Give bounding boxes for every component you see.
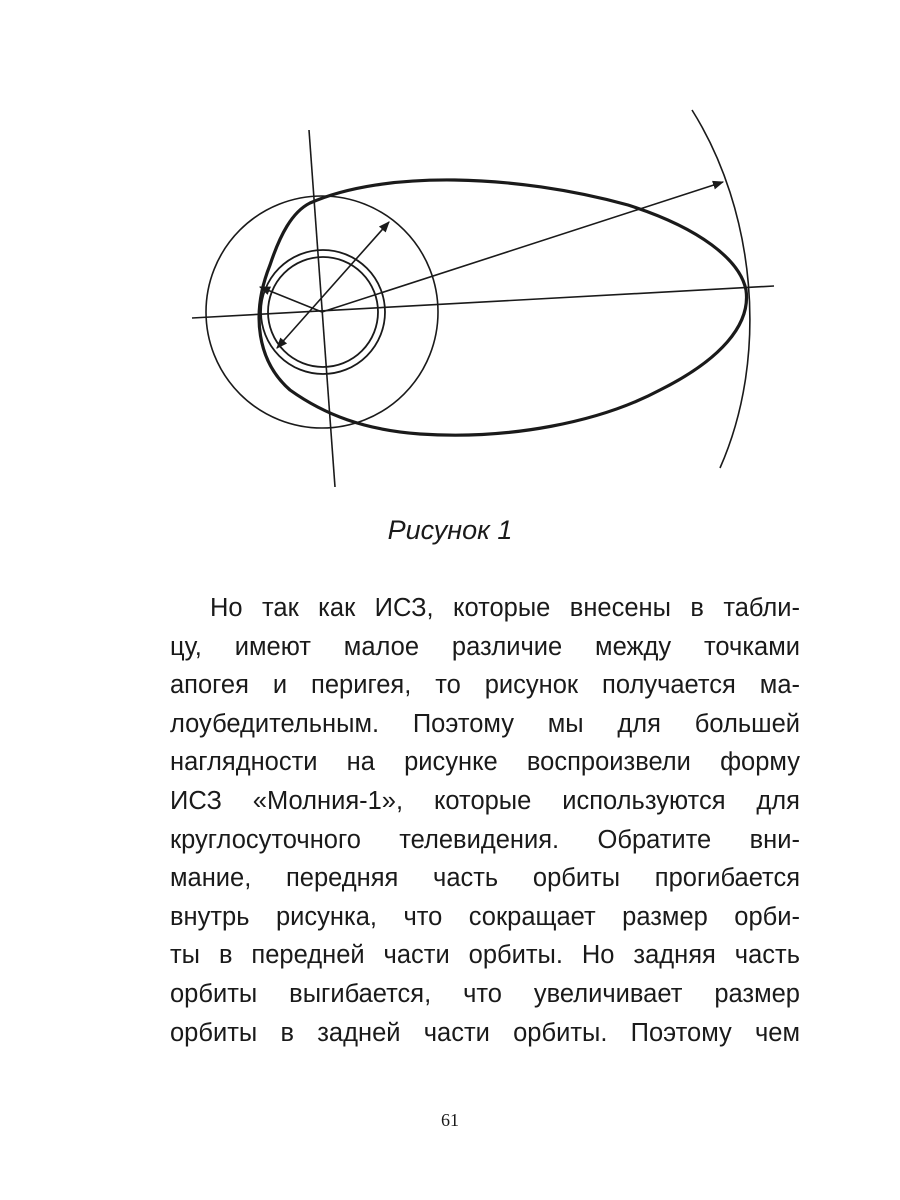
text-line: цу, имеют малое различие между точками: [170, 632, 800, 661]
horizontal-axis: [192, 286, 774, 318]
text-line: внутрь рисунка, что сокращает размер орби-: [170, 902, 800, 931]
orbit-ellipse: [259, 180, 746, 435]
text-line: наглядности на рисунке воспроизвели форму: [170, 748, 800, 777]
outer-radius-arrow: [277, 222, 389, 348]
text-line: апогея и перигея, то рисунок получается ма-: [170, 671, 800, 700]
text-line: орбиты в задней части орбиты. Поэтому чем: [170, 1018, 800, 1047]
page-number: 61: [441, 1110, 459, 1130]
orbit-figure: [180, 100, 780, 490]
text-line: ты в передней части орбиты. Но задняя часть: [170, 941, 800, 970]
orbit-diagram-icon: [180, 100, 780, 490]
text-line: Но так как ИСЗ, которые внесены в табли-: [210, 594, 800, 622]
figure-caption: Рисунок 1: [387, 515, 513, 545]
text-line: ИСЗ «Молния-1», которые используются для: [170, 786, 800, 815]
text-line: лоубедительным. Поэтому мы для большей: [170, 709, 800, 738]
body-paragraph: [170, 589, 800, 1052]
text-line: орбиты выгибается, что увеличивает размер: [170, 979, 800, 1008]
text-line: круглосуточного телевидения. Обратите вни-: [170, 825, 800, 854]
text-line: мание, передняя часть орбиты прогибается: [170, 864, 800, 893]
